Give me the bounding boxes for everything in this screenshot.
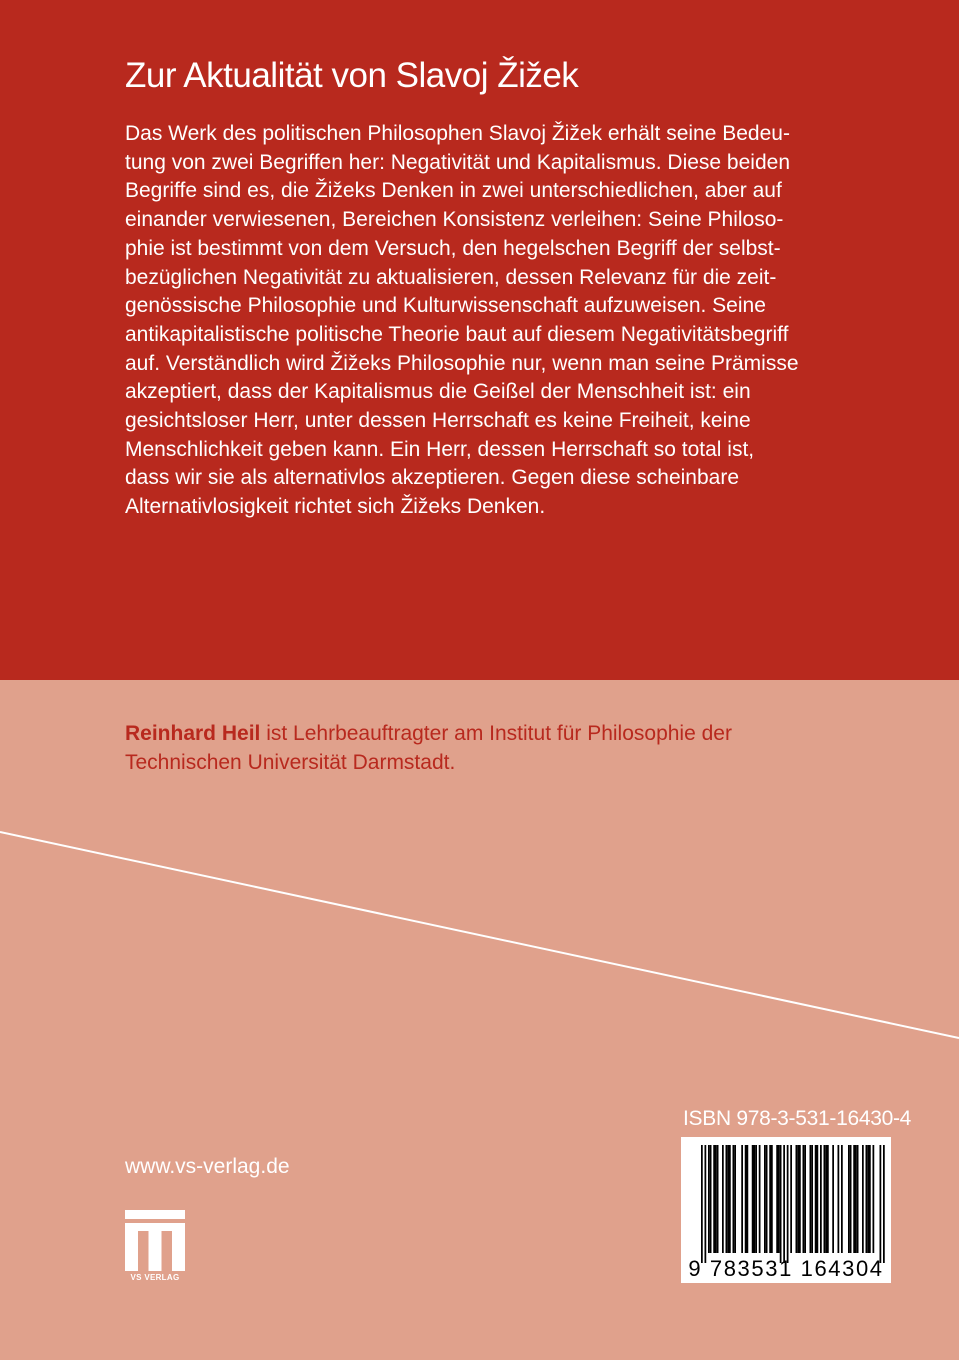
barcode-bar	[848, 1145, 850, 1253]
author-bio-line-2: Technischen Universität Darmstadt.	[125, 751, 456, 774]
barcode-bar	[754, 1145, 756, 1253]
author-bio-line-1	[125, 719, 865, 748]
blurb-line: dass wir sie als alternativlos akzeptieren. Gegen diese scheinbare	[125, 466, 739, 490]
barcode-bar	[873, 1145, 875, 1253]
barcode-bar	[783, 1145, 785, 1263]
barcode-bar	[764, 1145, 766, 1253]
barcode-bar	[810, 1145, 812, 1253]
barcode-bar	[797, 1145, 799, 1253]
barcode-bar	[778, 1145, 780, 1253]
author-bio-text-1: ist Lehrbeauftragter am Institut für Philosophie der	[260, 722, 732, 745]
barcode-bar	[776, 1145, 778, 1253]
barcode-bar	[727, 1145, 729, 1253]
blurb-line: Das Werk des politischen Philosophen Slavoj Žižek erhält seine Bedeu-	[125, 122, 790, 145]
barcode-bar	[766, 1145, 768, 1253]
barcode-bar	[733, 1145, 735, 1253]
barcode-bar	[734, 1145, 736, 1253]
book-blurb	[125, 120, 845, 522]
barcode-bar	[867, 1145, 869, 1253]
barcode-bar	[747, 1145, 749, 1253]
publisher-logo-text: VS VERLAG	[130, 1273, 180, 1282]
diagonal-line	[0, 832, 959, 1038]
barcode-bar	[862, 1145, 864, 1253]
barcode-bar	[701, 1145, 703, 1263]
barcode-bar	[804, 1145, 806, 1253]
barcode-bar	[817, 1145, 819, 1253]
blurb-line: Menschlichkeit geben kann. Ein Herr, dessen Herrschaft so total ist,	[125, 437, 755, 461]
blurb-line: phie ist bestimmt von dem Versuch, den hegelschen Begriff der selbst-	[125, 236, 781, 260]
barcode-bar	[820, 1145, 822, 1253]
barcode-bar	[745, 1145, 747, 1253]
barcode-bar	[880, 1145, 882, 1263]
barcode-bar	[729, 1145, 731, 1253]
barcode-bar	[780, 1145, 782, 1263]
barcode-digits: 9 783531 164304	[688, 1256, 884, 1281]
barcode-bar	[796, 1145, 798, 1253]
barcode-bar	[790, 1145, 792, 1253]
barcode-bar	[713, 1145, 715, 1253]
blurb-line: Alternativlosigkeit richtet sich Žižeks Denken.	[125, 495, 546, 519]
blurb-line: tung von zwei Begriffen her: Negativität und Kapitalismus. Diese beiden	[125, 150, 790, 174]
barcode-bar	[857, 1145, 859, 1253]
barcode-bar	[752, 1145, 754, 1253]
blurb-line: genössische Philosophie und Kulturwissenschaft aufzuweisen. Seine	[125, 294, 766, 318]
barcode-bar	[717, 1145, 719, 1253]
barcode-bar	[825, 1145, 827, 1253]
blurb-line: bezüglichen Negativität zu aktualisieren, dessen Relevanz für die zeit-	[125, 265, 777, 289]
barcode-bar	[853, 1145, 855, 1253]
barcode-bar	[841, 1145, 843, 1253]
publisher-website: www.vs-verlag.de	[125, 1155, 290, 1178]
barcode-bar	[827, 1145, 829, 1253]
barcode-bar	[715, 1145, 717, 1253]
barcode-bar	[759, 1145, 761, 1253]
barcode-bar	[769, 1145, 771, 1253]
barcode-bar	[799, 1145, 801, 1253]
barcode-bar	[811, 1145, 813, 1253]
barcode-bar	[838, 1145, 840, 1253]
barcode-bar	[708, 1145, 710, 1253]
blurb-line: akzeptiert, dass der Kapitalismus die Geißel der Menschheit ist: ein	[125, 380, 751, 404]
barcode-bar	[824, 1145, 826, 1253]
author-name: Reinhard Heil	[125, 722, 261, 745]
barcode-bar	[705, 1145, 707, 1263]
blurb-line: einander verwiesenen, Bereichen Konsistenz verleihen: Seine Philoso-	[125, 208, 784, 232]
barcode-bar	[866, 1145, 868, 1253]
barcode-bar	[883, 1145, 885, 1263]
blurb-line: Begriffe sind es, die Žižeks Denken in zwei unterschiedlichen, aber auf	[125, 179, 782, 203]
barcode-bar	[771, 1145, 773, 1253]
blurb-line: auf. Verständlich wird Žižeks Philosophie nur, wenn man seine Prämisse	[125, 351, 799, 375]
barcode-bar	[787, 1145, 789, 1263]
barcode	[681, 1137, 891, 1283]
book-title: Zur Aktualität von Slavoj Žižek	[125, 56, 579, 95]
barcode-bar	[710, 1145, 712, 1253]
barcode-bar	[855, 1145, 857, 1253]
isbn-label: ISBN 978-3-531-16430-4	[683, 1107, 912, 1130]
barcode-bar	[832, 1145, 834, 1253]
barcode-bar	[722, 1145, 724, 1253]
barcode-bar	[755, 1145, 757, 1253]
blurb-line: antikapitalistische politische Theorie baut auf diesem Negativitätsbegriff	[125, 322, 789, 346]
barcode-bar	[726, 1145, 728, 1253]
barcode-bar	[850, 1145, 852, 1253]
barcode-bar	[869, 1145, 871, 1253]
blurb-line: gesichtsloser Herr, unter dessen Herrschaft es keine Freiheit, keine	[125, 409, 751, 433]
barcode-bar	[741, 1145, 743, 1253]
barcode-bar	[815, 1145, 817, 1253]
barcode-bar	[803, 1145, 805, 1253]
author-bio	[125, 719, 865, 777]
